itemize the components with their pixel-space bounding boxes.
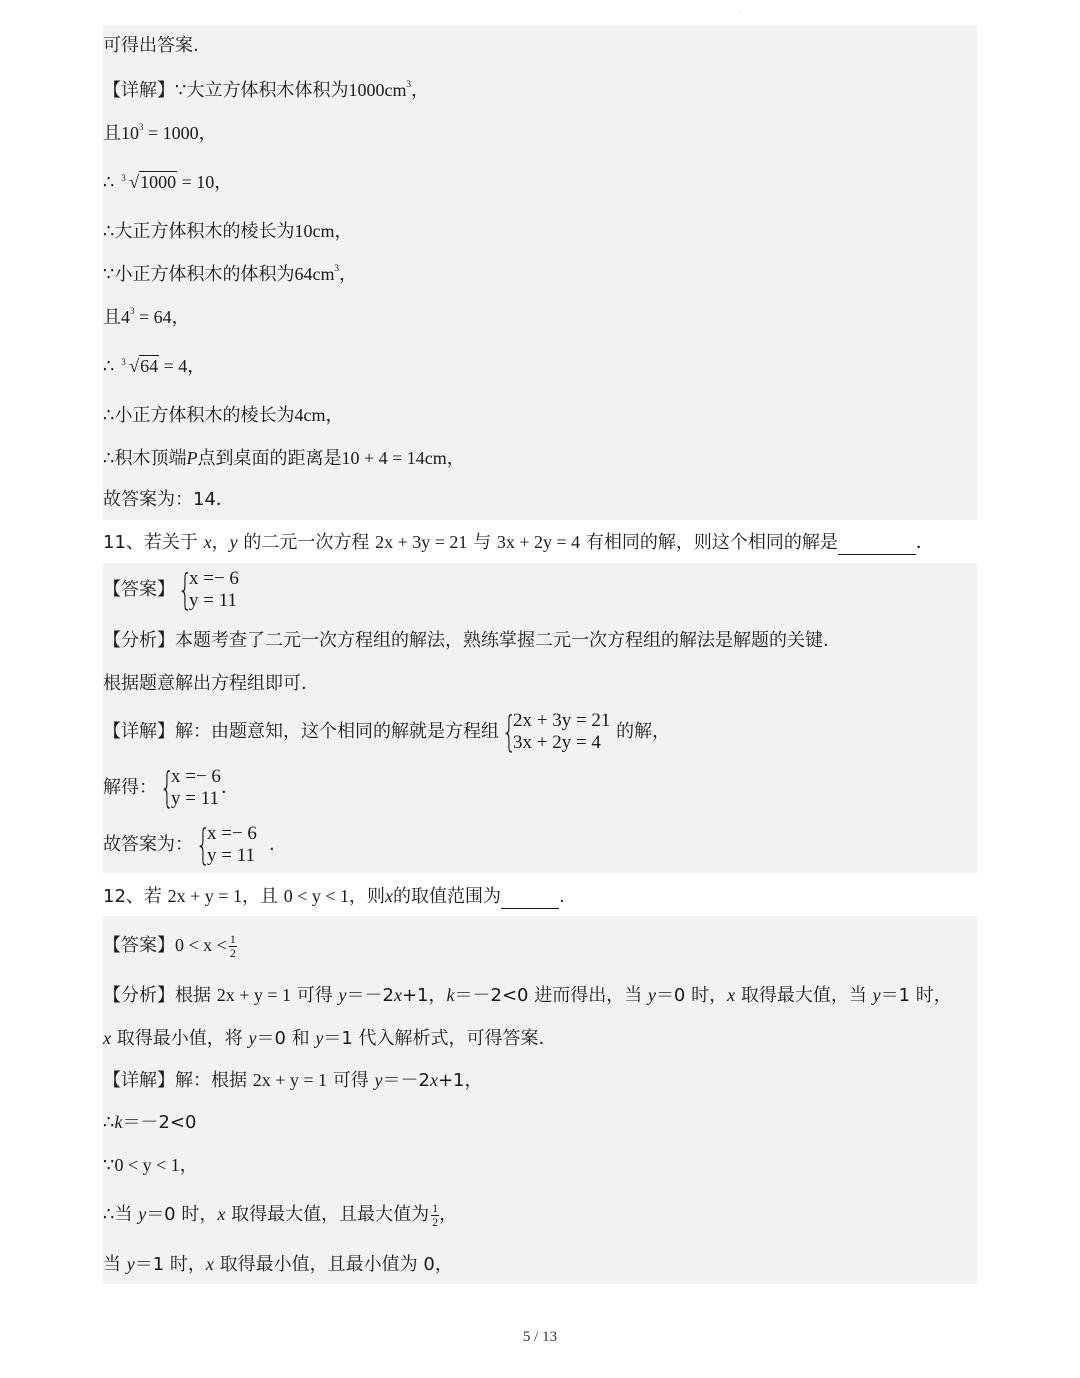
text: 当: [103, 1254, 127, 1275]
text: ，则: [349, 886, 385, 907]
text: 取得最小值，且最小值为 0，: [213, 1254, 453, 1275]
math-var: y: [374, 1070, 383, 1090]
math: 0 < x <: [175, 935, 227, 955]
text-line: [103, 121, 217, 146]
equation-row: y = 11: [189, 590, 238, 611]
text: ，: [187, 356, 206, 377]
radicand: 64: [140, 356, 159, 376]
text: ∵: [103, 1155, 115, 1176]
text: ＝0 和: [256, 1028, 316, 1049]
math: 0 < y < 1: [283, 886, 349, 906]
text-line: [103, 403, 343, 428]
text-line: [103, 354, 205, 379]
text: ＝－2<0: [122, 1112, 197, 1133]
text: +1，: [437, 1070, 483, 1091]
math-var: y: [338, 985, 347, 1005]
section-label: 【详解】: [103, 80, 175, 101]
text: ∴: [103, 356, 121, 377]
brace: {: [501, 707, 517, 756]
text: ，: [325, 405, 344, 426]
text: ，: [439, 1204, 458, 1225]
exponent: 3: [139, 122, 144, 132]
text: 若: [143, 886, 168, 907]
text: ，: [338, 264, 357, 285]
text: ＝－2: [382, 1070, 430, 1091]
text: ∴积木顶端: [103, 448, 187, 469]
text-line: [103, 1252, 453, 1277]
exponent: 3: [130, 306, 135, 316]
question-12: [103, 884, 565, 909]
math-var: y: [248, 1028, 257, 1048]
math: 1000cm: [348, 80, 407, 100]
numerator: 1: [229, 931, 236, 946]
math: = 4: [159, 356, 188, 376]
math: = 10: [177, 172, 215, 192]
math-var: x: [393, 985, 402, 1005]
section-label: 【答案】: [103, 935, 175, 956]
math-var: y: [872, 985, 881, 1005]
text: 与: [467, 532, 497, 553]
math-var: x: [203, 532, 212, 552]
text-line: [103, 1068, 483, 1093]
equation-row: 3x + 2y = 4: [513, 732, 601, 753]
equation-row: x =− 6: [189, 568, 239, 589]
text: ∴大正方体积木的棱长为: [103, 221, 295, 242]
math-var: y: [229, 532, 238, 552]
denominator: 2: [229, 945, 236, 960]
math-var: y: [647, 985, 656, 1005]
text: ．: [915, 532, 934, 553]
text: 的二元一次方程: [237, 532, 376, 553]
text: 的解，: [610, 721, 671, 742]
math: 4cm: [294, 405, 326, 425]
text: ，: [214, 172, 233, 193]
text: 解：由题意知，这个相同的解就是方程组: [175, 721, 499, 742]
text: 解：根据: [175, 1070, 253, 1091]
text: ，且: [241, 886, 284, 907]
root-index: 3: [121, 173, 126, 183]
root-index: 3: [121, 357, 126, 367]
text: ∴小正方体积木的棱长为: [103, 405, 295, 426]
text: ，: [171, 307, 190, 328]
text: 可得: [327, 1070, 375, 1091]
math-var: P: [186, 448, 198, 468]
answer-blank: [501, 890, 559, 909]
text: 取得最小值，将: [111, 1028, 249, 1049]
section-label: 解得：: [103, 777, 157, 798]
text: 若关于: [143, 532, 204, 553]
section-label: 【分析】: [103, 630, 175, 651]
math: 4: [121, 307, 130, 327]
equation-system: [157, 763, 221, 812]
section-label: 【答案】: [103, 579, 175, 600]
math-var: k: [114, 1112, 123, 1132]
math-var: x: [727, 985, 736, 1005]
fraction: [431, 1202, 439, 1229]
text: +1，: [401, 985, 447, 1006]
text-line: [103, 820, 275, 869]
text: ＝－2<0 进而得出，当: [454, 985, 648, 1006]
math-var: y: [138, 1204, 147, 1224]
text: ∵小正方体积木的体积为: [103, 264, 295, 285]
text: 且: [103, 123, 121, 144]
equation-row: x =− 6: [207, 823, 257, 844]
page-number: 5 / 13: [522, 1329, 558, 1345]
text: 的取值范围为: [393, 886, 501, 907]
exponent: 3: [406, 79, 411, 89]
text: 点到桌面的距离是: [197, 448, 342, 469]
math-var: x: [205, 1254, 214, 1274]
text: 本题考查了二元一次方程组的解法，熟练掌握二元一次方程组的解法是解题的关键.: [175, 630, 829, 651]
equation-row: y = 11: [171, 788, 220, 809]
text-line: 根据题意解出方程组即可.: [103, 673, 307, 694]
text-line: [103, 565, 239, 614]
section-label: 【详解】: [103, 1070, 175, 1091]
text: 可得: [291, 985, 339, 1006]
text-line: [103, 707, 671, 756]
text: 取得最大值，且最大值为: [225, 1204, 430, 1225]
text-line: [103, 305, 190, 330]
text-line: [103, 219, 352, 244]
text-line: 故答案为：14．: [103, 489, 234, 510]
math: 2x + y = 1: [167, 886, 242, 906]
text-line: [103, 763, 227, 812]
text-line: [103, 1110, 196, 1135]
text: 有相同的解，则这个相同的解是: [580, 532, 838, 553]
text: 且: [103, 307, 121, 328]
section-label: 【详解】: [103, 721, 175, 742]
math-var: k: [446, 985, 455, 1005]
answer-blank: [838, 536, 916, 555]
equation-row: y = 11: [207, 845, 256, 866]
text-line: [103, 929, 237, 962]
text: ＝1 代入解析式，可得答案.: [323, 1028, 545, 1049]
text: ，: [334, 221, 353, 242]
text: ∴: [103, 1112, 115, 1133]
text: ＝0 时，: [655, 985, 728, 1006]
text-line: [103, 1153, 198, 1178]
text: 根据: [175, 985, 217, 1006]
math-var: y: [315, 1028, 324, 1048]
text: .: [268, 834, 275, 855]
text-line: [103, 446, 465, 471]
equation-row: x =− 6: [171, 766, 221, 787]
text-line: 可得出答案.: [103, 35, 199, 56]
section-label: 【分析】: [103, 985, 175, 1006]
fraction: [229, 933, 237, 960]
math: 2x + 3y = 21: [375, 532, 468, 552]
text: ＝1 时，: [134, 1254, 206, 1275]
text: ，: [198, 123, 217, 144]
section-label: 故答案为：: [103, 834, 193, 855]
equation-row: 2x + 3y = 21: [513, 710, 611, 731]
math-var: y: [126, 1254, 135, 1274]
radicand: 1000: [140, 172, 177, 192]
math-var: x: [385, 886, 393, 906]
text: ∴当: [103, 1204, 139, 1225]
cube-root: [120, 354, 159, 379]
radical-sign: √: [129, 172, 140, 192]
math: 2x + y = 1: [252, 1070, 328, 1090]
text: ∵大立方体积木体积为: [175, 80, 349, 101]
text: ，: [179, 1155, 198, 1176]
text-line: [103, 629, 829, 653]
text: 取得最大值，当: [735, 985, 873, 1006]
top-mark: :: [739, 8, 742, 15]
math-var: x: [429, 1070, 438, 1090]
math: 0 < y < 1: [114, 1155, 180, 1175]
question-number: 11、: [103, 532, 144, 553]
math: = 1000: [143, 123, 199, 143]
math: 3x + 2y = 4: [496, 532, 581, 552]
math: 10: [121, 123, 139, 143]
text-line: [103, 262, 357, 287]
math-var: x: [103, 1028, 111, 1048]
question-number: 12、: [103, 886, 144, 907]
text-line: [103, 1026, 544, 1051]
text: .: [559, 886, 565, 907]
math: 2x + y = 1: [216, 985, 292, 1005]
equation-system: [193, 820, 257, 869]
text-line: [103, 78, 429, 103]
text: ＝1 时，: [880, 985, 952, 1006]
equation-system: [175, 565, 239, 614]
text: .: [220, 777, 227, 798]
brace: {: [177, 565, 193, 614]
brace: {: [159, 763, 175, 812]
math: 10cm: [294, 221, 335, 241]
text: ，: [446, 448, 465, 469]
text: ，: [410, 80, 429, 101]
radical-sign: √: [129, 356, 140, 376]
text-line: [103, 170, 232, 195]
equation-system: [499, 707, 611, 756]
denominator: 2: [432, 1214, 439, 1229]
numerator: 1: [432, 1200, 439, 1215]
text-line: [103, 1198, 457, 1231]
text: ，: [211, 532, 230, 553]
question-11: [103, 530, 934, 555]
exponent: 3: [334, 263, 339, 273]
cube-root: [120, 170, 177, 195]
text-line: [103, 983, 952, 1008]
math: 10 + 4 = 14cm: [341, 448, 447, 468]
text: ＝－2: [346, 985, 394, 1006]
math-var: x: [217, 1204, 226, 1224]
text: ∴: [103, 172, 121, 193]
math: = 64: [134, 307, 172, 327]
text: ＝0 时，: [146, 1204, 218, 1225]
math: 64cm: [294, 264, 335, 284]
brace: {: [195, 820, 211, 869]
